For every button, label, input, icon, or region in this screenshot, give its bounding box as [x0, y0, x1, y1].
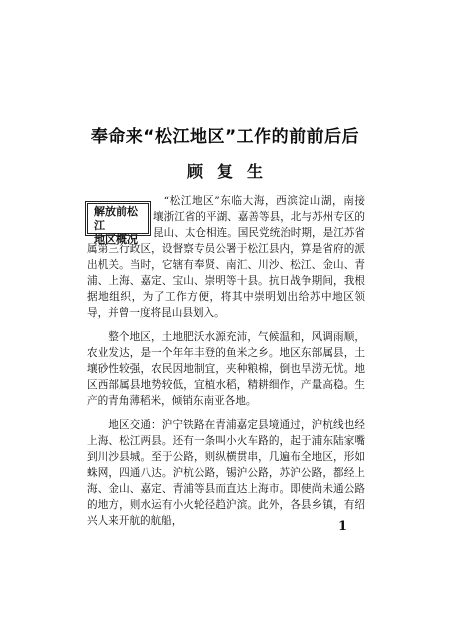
body-text	[87, 193, 365, 529]
paragraph-1: “松江地区”东临大海，西滨淀山湖，南接壤浙江省的平湖、嘉善等县，北与苏州专区的昆山、太仓相连。国民党统治时期，是江苏省属第三行政区，设督察专员公署于松江县内，算是省府的派出机关。当时，它辖有奉贤、南汇、川沙、松江、金山、青浦、上海、嘉定、宝山、崇明等十县。抗日战争期间，我根据地组织，为了工作方便，将其中崇明划出给苏中地区领导，并曾一度将昆山县划入。	[87, 195, 365, 319]
heading-box-space	[87, 193, 153, 241]
author-name: 顾复生	[186, 162, 277, 181]
article-title: 奉命来“松江地区”工作的前前后后	[90, 127, 360, 147]
paragraph-2: 整个地区，土地肥沃水源充沛，气候温和，风调雨顺，农业发达，是一个年年丰登的鱼米之乡。地区东部属县，土壤砂性较强，农民因地制宜，夹种粮棉，倒也旱涝无忧。地区西部属县地势较低，宜植水稻，精耕细作，产量高稳。生产的青角薄稻米，倾销东南亚各地。	[87, 331, 365, 407]
section-heading-line-2: 地区概况	[94, 233, 138, 246]
section-heading-line-1: 解放前松江	[94, 205, 138, 232]
page-number: 1	[338, 519, 348, 534]
paragraph-3: 地区交通：沪宁铁路在青浦嘉定县境通过，沪杭线也经上海、松江两县。还有一条叫小火车路的，起于浦东陆家嘴到川沙县城。至于公路，则纵横贯串，几遍布全地区，形如蛛网，四通八达。沪杭公路，锡沪公路，苏沪公路，都经上海、金山、嘉定、青浦等县而直达上海市。即使尚未通公路的地方，则水运有小火轮径趋沪滨。此外，各县乡镇，有绍兴人来开航的航船，	[87, 419, 365, 527]
